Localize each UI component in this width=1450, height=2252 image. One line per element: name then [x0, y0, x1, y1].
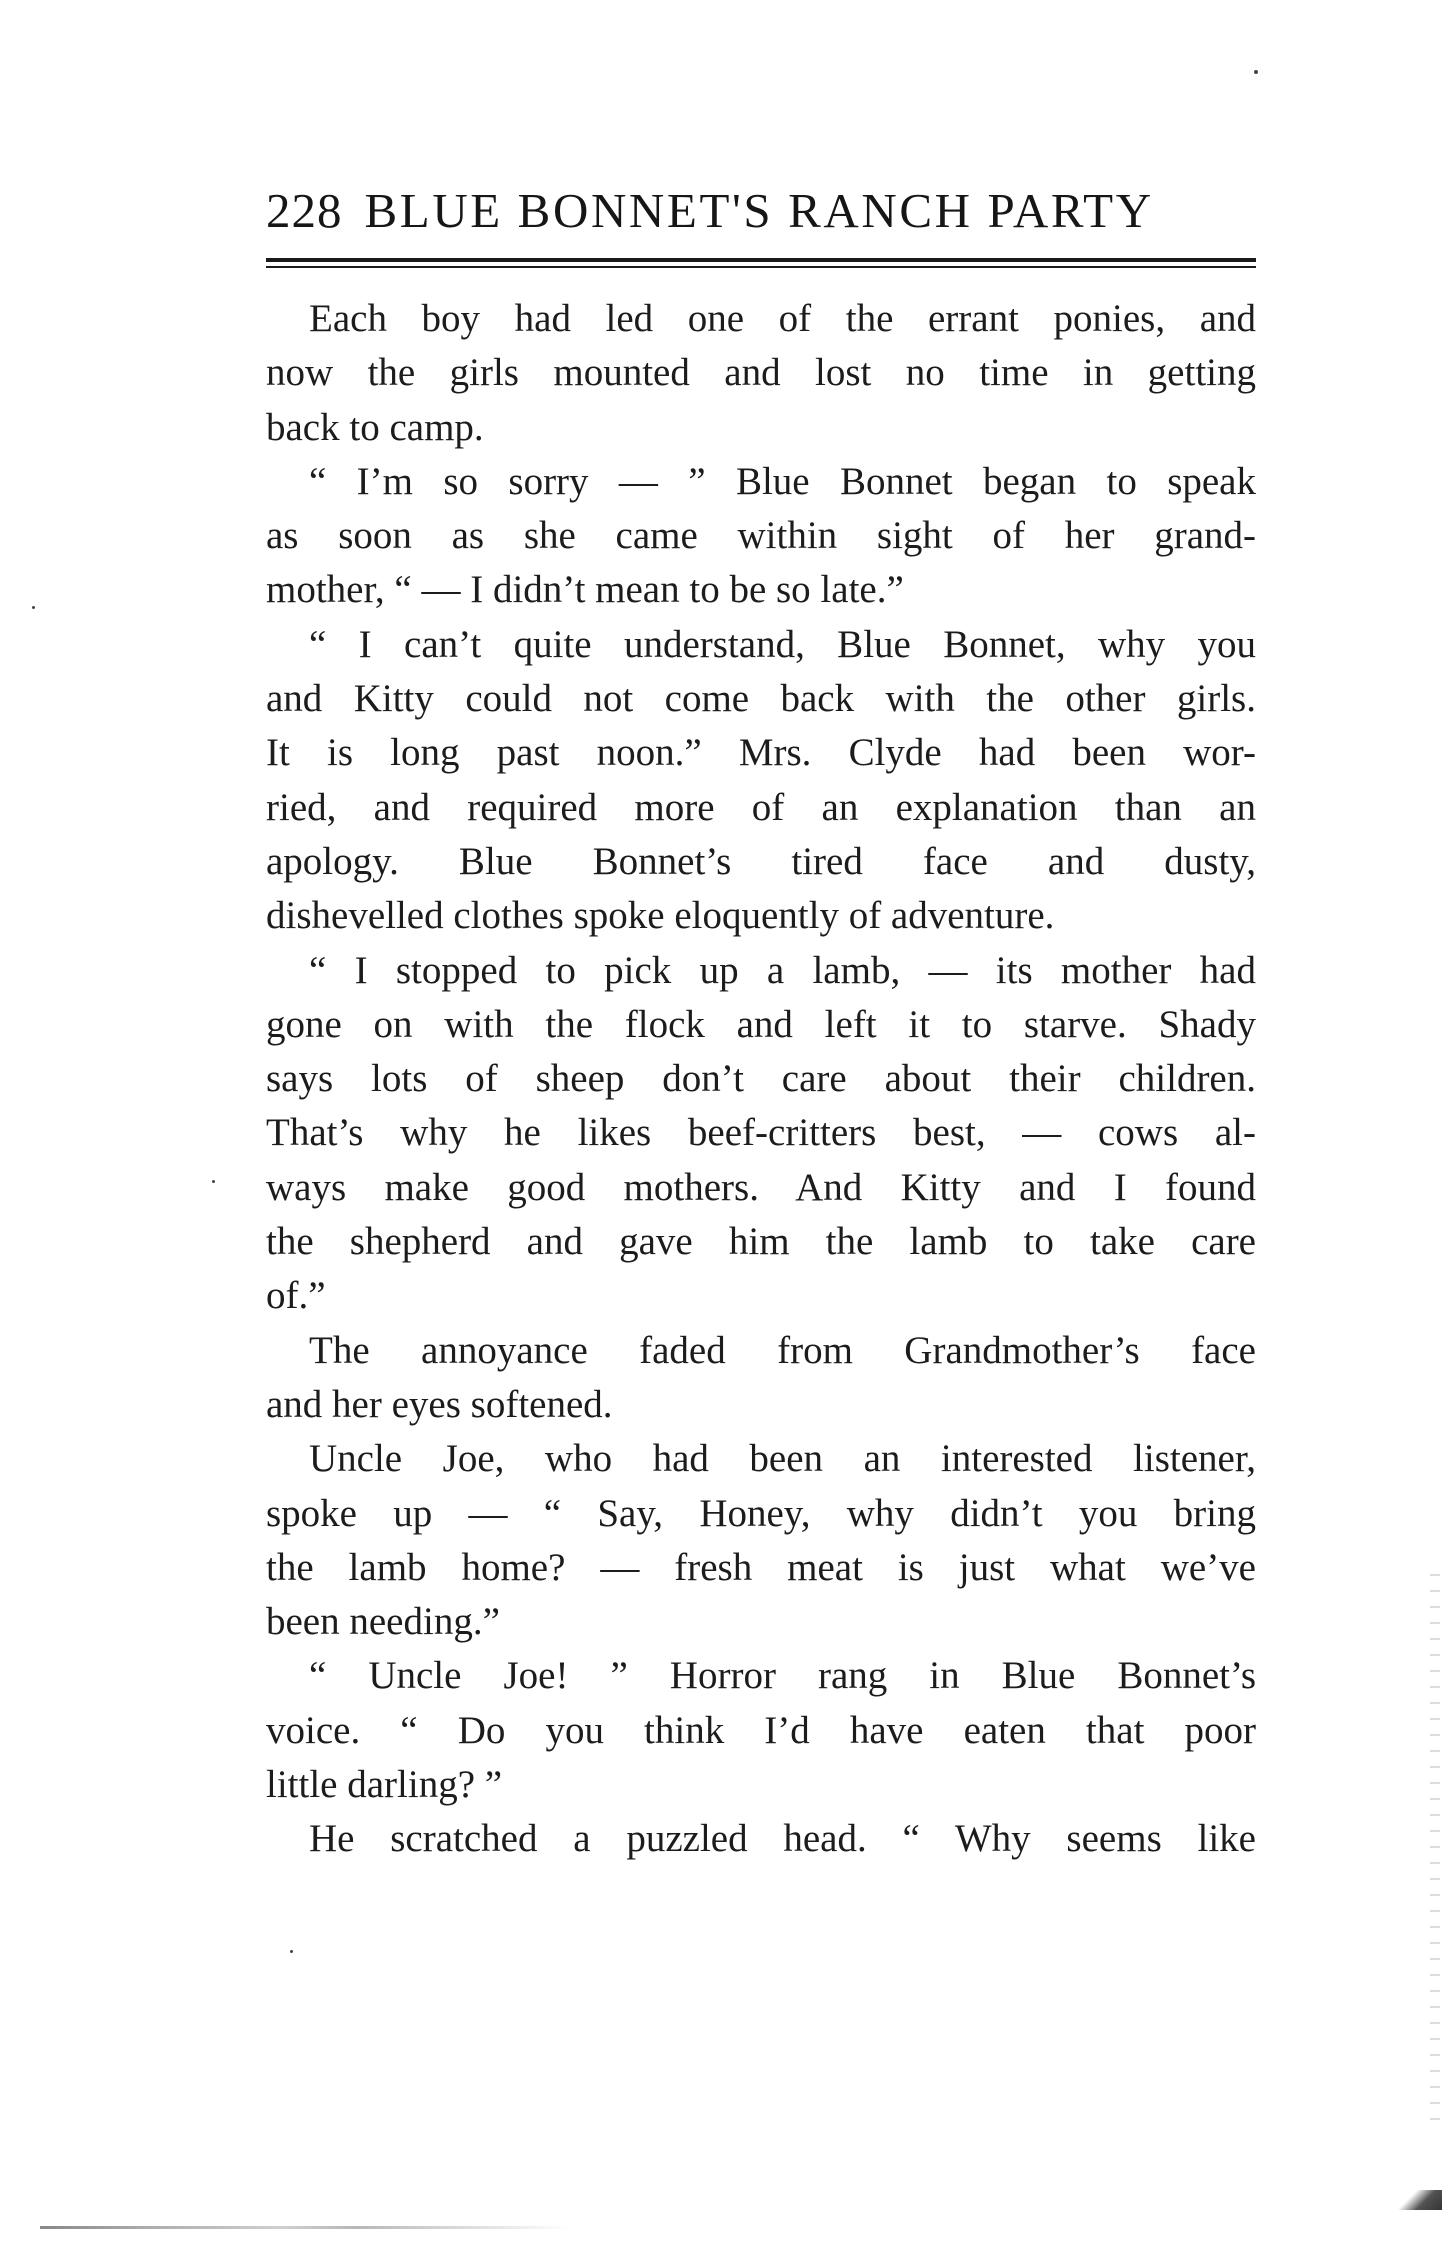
scan-speck [1254, 70, 1258, 74]
paragraph [266, 944, 1256, 1324]
text-line: It is long past noon.” Mrs. Clyde had been wor- [266, 731, 1256, 775]
text-line: “ I’m so sorry — ” Blue Bonnet began to speak [309, 459, 1256, 503]
scan-edge-dots [1430, 1560, 1440, 2120]
text-line: spoke up — “ Say, Honey, why didn’t you bring [266, 1491, 1256, 1535]
text-line: ried, and required more of an explanation than an [266, 785, 1256, 829]
scan-speck [212, 1180, 215, 1183]
text-line: says lots of sheep don’t care about their children. [266, 1057, 1256, 1101]
text-line: He scratched a puzzled head. “ Why seems like [309, 1817, 1256, 1861]
paragraph [266, 1324, 1256, 1433]
paragraph [266, 1432, 1256, 1649]
header-rule-thick [266, 258, 1256, 262]
text-line: gone on with the flock and left it to starve. Shady [266, 1002, 1256, 1046]
scan-speck [290, 1950, 293, 1953]
text-line: little darling? ” [266, 1763, 503, 1807]
text-line: and Kitty could not come back with the other girls. [266, 677, 1256, 721]
scan-bottom-smudge [40, 2226, 570, 2229]
paragraph [266, 618, 1256, 944]
paragraph [266, 1812, 1256, 1866]
text-line: dishevelled clothes spoke eloquently of adventure. [266, 894, 1055, 938]
text-line: “ I can’t quite understand, Blue Bonnet, why you [309, 622, 1256, 666]
text-line: as soon as she came within sight of her grand- [266, 514, 1256, 558]
body-text [266, 292, 1256, 1867]
paragraph [266, 1649, 1256, 1812]
text-line: ways make good mothers. And Kitty and I found [266, 1165, 1256, 1209]
scan-speck [32, 606, 35, 609]
text-line: mother, “ — I didn’t mean to be so late.” [266, 568, 904, 612]
text-line: back to camp. [266, 405, 484, 449]
paragraph [266, 455, 1256, 618]
text-line: apology. Blue Bonnet’s tired face and dusty, [266, 839, 1256, 883]
text-line: “ I stopped to pick up a lamb, — its mother had [309, 948, 1256, 992]
paragraph [266, 292, 1256, 455]
scan-edge-mark [1398, 2190, 1442, 2210]
page-number: 228 [266, 183, 343, 238]
text-line: been needing.” [266, 1600, 500, 1644]
text-line: and her eyes softened. [266, 1382, 613, 1426]
running-header [266, 182, 1256, 252]
text-line: now the girls mounted and lost no time in getting [266, 351, 1256, 395]
text-line: voice. “ Do you think I’d have eaten that poor [266, 1708, 1256, 1752]
running-title: BLUE BONNET'S RANCH PARTY [364, 183, 1154, 238]
header-rule-thin [266, 266, 1256, 268]
text-line: That’s why he likes beef-critters best, — cows al- [266, 1111, 1256, 1155]
text-line: The annoyance faded from Grandmother’s face [309, 1328, 1256, 1372]
text-line: “ Uncle Joe! ” Horror rang in Blue Bonnet’s [309, 1654, 1256, 1698]
text-line: the lamb home? — fresh meat is just what we’ve [266, 1545, 1256, 1589]
text-line: Each boy had led one of the errant ponies, and [309, 297, 1256, 340]
text-line: of.” [266, 1274, 326, 1318]
text-line: the shepherd and gave him the lamb to take care [266, 1220, 1256, 1264]
text-line: Uncle Joe, who had been an interested listener, [309, 1437, 1256, 1481]
